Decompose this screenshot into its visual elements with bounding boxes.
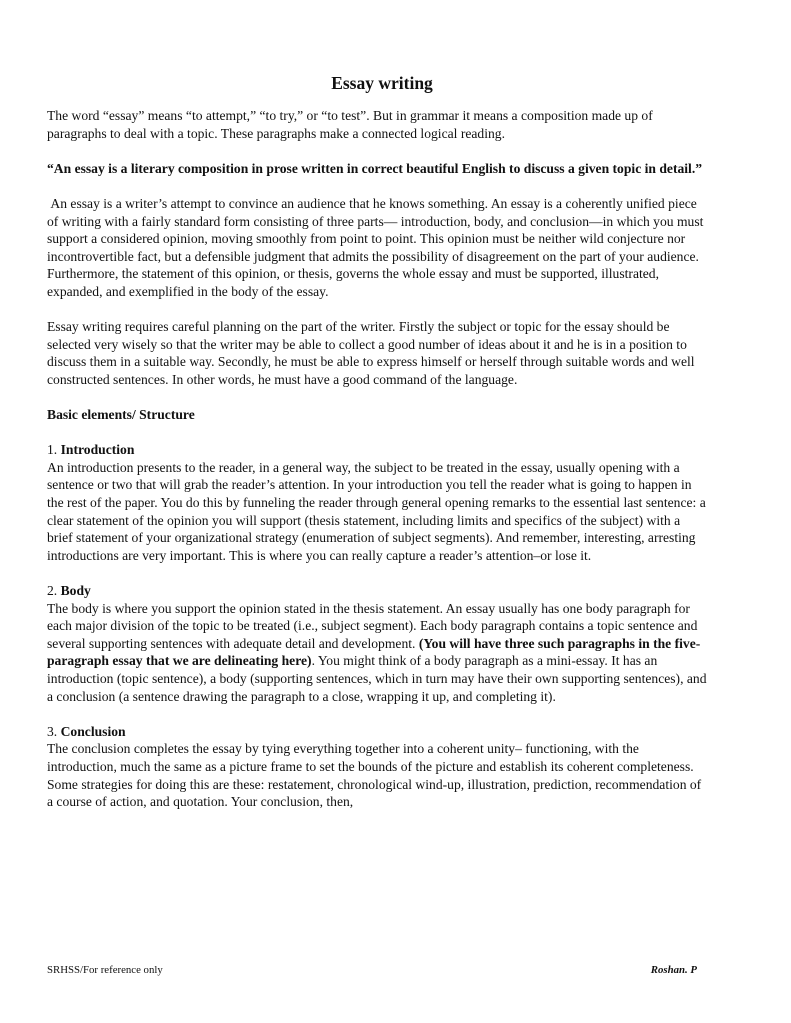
- section-conclusion: [47, 723, 707, 811]
- section-name: Introduction: [60, 442, 135, 458]
- section-number: 1.: [47, 442, 58, 458]
- document-page: [47, 72, 707, 828]
- section-text-emphasis: (You will have three such paragraphs in the five-paragraph essay that we are delineating here): [47, 635, 701, 669]
- footer-author: Roshan. P: [650, 964, 697, 976]
- intro-paragraph: The word “essay” means “to attempt,” “to try,” or “to test”. But in grammar it means a composition made up of paragraphs to deal with a topic. These paragraphs make a connected logical reading.: [47, 108, 653, 141]
- section-number: 2.: [47, 583, 58, 599]
- definition-quote: “An essay is a literary composition in prose written in correct beautiful English to discuss a given topic in detail.”: [47, 160, 703, 176]
- structure-heading: Basic elements/ Structure: [47, 407, 195, 423]
- document-title: Essay writing: [331, 73, 433, 93]
- footer-note: SRHSS/For reference only: [47, 964, 163, 976]
- section-text: The conclusion completes the essay by tying everything together into a coherent unity– functioning, with the introduction, much the same as a picture frame to set the bounds of the picture and establish its coherent completeness. Some strategies for doing this are these: restatement, chronological wind-up, illustration, prediction, recommendation of a course of action, and quotation. Your conclusion, then,: [47, 741, 702, 810]
- essay-description-paragraph: An essay is a writer’s attempt to convince an audience that he knows something. An essay is a coherently unified piece of writing with a fairly standard form consisting of three parts— introduction, body, and conclusion—in which you must support a considered opinion, moving smoothly from point to point. This opinion must be neither wild conjecture nor incontrovertible fact, but a defensible judgment that admits the possibility of disagreement on the part of your audience. Furthermore, the statement of this opinion, or thesis, governs the whole essay and must be supported, illustrated, expanded, and exemplified in the body of the essay.: [47, 195, 707, 299]
- section-introduction: [47, 441, 707, 564]
- section-heading: [47, 723, 707, 741]
- section-name: Body: [60, 583, 91, 599]
- section-number: 3.: [47, 723, 58, 739]
- section-heading: [47, 582, 707, 600]
- section-heading: [47, 441, 707, 459]
- section-text: An introduction presents to the reader, in a general way, the subject to be treated in the essay, usually opening with a sentence or two that will grab the reader’s attention. In your introduction you tell the reader what is going to happen in the rest of the paper. You do this by funneling the reader through general opening remarks to the essential last sentence: a clear statement of the opinion you will support (thesis statement, including limits and specifics of the subject) with a brief statement of your organizational strategy (enumeration of subject segments). And remember, interesting, arresting introductions are very important. This is where you can really capture a reader’s attention–or lose it.: [47, 459, 706, 563]
- page-footer: [47, 963, 697, 977]
- section-text-before: The body is where you support the opinion stated in the thesis statement. An essay usually has one body paragraph for each major division of the topic to be treated (i.e., subject segment). Each body paragraph contains a topic sentence and several supporting sentences with adequate detail and development.: [47, 600, 698, 651]
- section-text: [47, 600, 707, 706]
- section-name: Conclusion: [60, 723, 126, 739]
- section-text-after: . You might think of a body paragraph as a mini-essay. It has an introduction (topic sentence), a body (supporting sentences, which in turn may have their own supporting sentences), and a conclusion (a sentence drawing the paragraph to a close, wrapping it up, and completing it).: [47, 653, 707, 704]
- section-body: [47, 582, 707, 705]
- essay-planning-paragraph: Essay writing requires careful planning on the part of the writer. Firstly the subject or topic for the essay should be selected very wisely so that the writer may be able to collect a good number of ideas about it and he is in a position to discuss them in a suitable way. Secondly, he must be able to express himself or herself through suitable words and well constructed sentences. In other words, he must have a good command of the language.: [47, 319, 695, 387]
